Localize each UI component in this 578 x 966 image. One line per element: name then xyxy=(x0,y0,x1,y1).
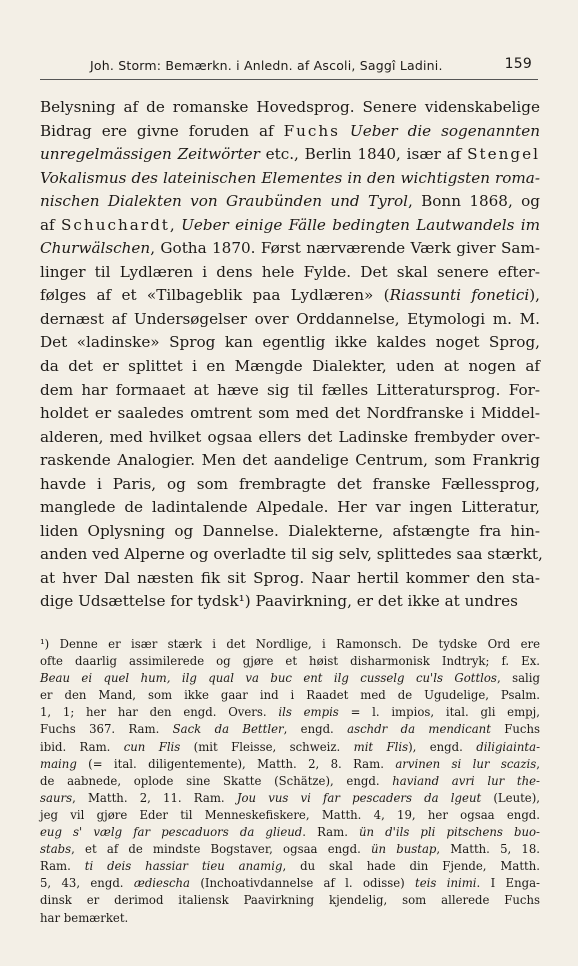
text-run: da det er splittet i en Mængde Dialekter, uden at nogen af xyxy=(40,357,540,376)
text-run: unregelmässigen Zeitwörter xyxy=(40,145,260,164)
text-run: stabs xyxy=(40,842,72,857)
main-text xyxy=(40,96,543,614)
text-line xyxy=(40,96,540,120)
text-run: dernæst af Undersøgelser over Orddannelse, Etymologi m. M. xyxy=(40,309,540,328)
text-run: ædiescha xyxy=(133,876,191,891)
text-line xyxy=(40,355,540,379)
footnote-line xyxy=(40,670,540,687)
text-run: Fuchs xyxy=(490,722,540,737)
text-line xyxy=(40,214,540,238)
text-run: ün bustap xyxy=(371,842,437,857)
text-run: alderen, med hvilket ogsaa ellers det Ladinske frembyder over- xyxy=(40,427,540,446)
footnote-line xyxy=(40,910,540,927)
text-run: dinsk er derimod italiensk Paavirkning kjendelig, som allerede Fuchs xyxy=(40,893,540,908)
text-run: teis inimi xyxy=(415,876,477,891)
text-run: anden ved Alperne og overladte til sig selv, splittedes saa stærkt, xyxy=(40,545,543,564)
text-line xyxy=(40,237,540,261)
footnote-line xyxy=(40,636,540,653)
text-run: linger til Lydlæren i dens hele Fylde. Det skal senere efter- xyxy=(40,262,540,281)
text-line xyxy=(40,167,540,191)
text-run: 1, 1; her har den engd. Overs. xyxy=(40,705,279,720)
text-run: Jou vus vi far pescaders da lgeut xyxy=(236,790,482,805)
text-run: de aabnede, oplode sine Skatte (Schätze), engd. xyxy=(40,773,393,788)
text-line xyxy=(40,120,540,144)
text-line xyxy=(40,143,540,167)
text-run: , xyxy=(536,756,540,771)
text-line xyxy=(40,426,540,450)
text-run: , engd. xyxy=(283,722,348,737)
text-run: , Matth. 2, 11. Ram. xyxy=(72,790,237,805)
text-run: har bemærket. xyxy=(40,910,129,925)
footnote-line xyxy=(40,807,540,824)
text-run: Det «ladinske» Sprog kan egentlig ikke kaldes noget Sprog, xyxy=(40,333,540,352)
text-run: ¹) Denne er især stærk i det Nordlige, i Ramonsch. De tydske Ord ere xyxy=(40,637,540,651)
footnote-line xyxy=(40,892,540,909)
text-run: aschdr da mendicant xyxy=(347,722,491,737)
footnote-line xyxy=(40,875,540,892)
text-line xyxy=(40,331,540,355)
text-line xyxy=(40,379,540,403)
page-number: 159 xyxy=(504,56,532,72)
text-run: Ueber die sogenannten xyxy=(349,121,541,140)
text-line xyxy=(40,567,540,591)
text-run: Riassunti fonetici xyxy=(389,286,530,305)
text-run xyxy=(340,122,350,140)
text-run: , xyxy=(169,215,182,234)
footnote-line xyxy=(40,653,540,670)
text-line xyxy=(40,402,540,426)
text-run: følges af et «Tilbageblik paa Lydlæren» ( xyxy=(40,286,390,305)
text-run: Vokalismus des lateinischen Elementes in den wichtigsten roma- xyxy=(40,168,540,187)
text-line xyxy=(40,308,540,332)
text-line xyxy=(40,590,540,614)
text-run: 5, 43, engd. xyxy=(40,876,134,891)
text-run: (Leute), xyxy=(481,790,540,805)
text-line xyxy=(40,190,540,214)
footnote-line xyxy=(40,687,540,704)
footnote-line xyxy=(40,721,540,738)
text-run: Stengel xyxy=(467,145,540,164)
footnote-line xyxy=(40,824,540,841)
text-run: holdet er saaledes omtrent som med det Nordfranske i Middel- xyxy=(40,404,540,423)
text-run: , salig xyxy=(496,671,541,686)
text-run: mit Flis xyxy=(353,739,409,754)
text-line xyxy=(40,284,540,308)
text-run: havde i Paris, og som frembragte det franske Fællessprog, xyxy=(40,474,540,493)
text-run: (Inchoativdannelse af l. odisse) xyxy=(190,876,416,891)
text-run: ün d'ils pli pitschens buo- xyxy=(359,825,540,840)
header-rule xyxy=(40,79,538,80)
text-run: er den Mand, som ikke gaar ind i Raadet med de Ugudelige, Psalm. xyxy=(40,688,540,703)
text-run: , du skal hade din Fjende, Matth. xyxy=(282,859,540,874)
text-run: , Gotha 1870. Først nærværende Værk giver Sam- xyxy=(150,239,540,258)
text-run: nischen Dialekten von Graubünden und Tyrol xyxy=(40,192,408,211)
text-run: ti deis hassiar tieu anamig xyxy=(84,859,283,874)
text-run: jeg vil gjøre Eder til Menneskefiskere, Matth. 4, 19, her ogsaa engd. xyxy=(40,807,540,822)
text-run: Fuchs 367. Ram. xyxy=(40,722,173,737)
text-run: diligiainta- xyxy=(476,739,541,754)
text-run: maing xyxy=(40,756,77,771)
text-run: = l. impios, ital. gli empj, xyxy=(338,705,540,720)
text-run: at hver Dal næsten fik sit Sprog. Naar hertil kommer den sta- xyxy=(40,568,540,587)
text-line xyxy=(40,496,540,520)
text-run: (= ital. diligentemente), Matth. 2, 8. Ram. xyxy=(76,756,396,771)
text-run: Beau ei quel hum, ilg qual va buc ent ilg cusselg cu'ls Gottlos xyxy=(40,671,497,686)
footnote-line xyxy=(40,773,540,790)
footnote-line xyxy=(40,739,540,756)
text-run: , Bonn 1868, og xyxy=(407,192,540,211)
text-run: Fuchs xyxy=(283,121,340,140)
text-run: Churwälschen xyxy=(40,239,151,258)
text-run: Ram. xyxy=(40,859,85,874)
text-run: ), xyxy=(529,286,540,305)
text-run: Schuchardt xyxy=(61,215,170,234)
running-header xyxy=(40,56,538,76)
text-run: ibid. Ram. xyxy=(40,739,124,754)
footnote-line xyxy=(40,858,540,875)
text-run: ils empis xyxy=(278,705,339,720)
text-run: haviand avri lur the- xyxy=(392,773,540,788)
text-line xyxy=(40,473,540,497)
text-run: raskende Analogier. Men det aandelige Centrum, som Frankrig xyxy=(40,451,540,470)
text-run: etc., Berlin 1840, især af xyxy=(259,145,468,164)
footnote-line xyxy=(40,756,540,773)
text-run: , et af de mindste Bogstaver, ogsaa engd. xyxy=(71,842,371,857)
text-run: (mit Fleisse, schweiz. xyxy=(180,739,354,754)
footnote-line xyxy=(40,790,540,807)
text-run: Belysning af de romanske Hovedsprog. Senere videnskabelige xyxy=(40,98,540,116)
text-run: dem har formaaet at hæve sig til fælles Litteratursprog. For- xyxy=(40,380,540,399)
text-run: liden Oplysning og Dannelse. Dialekterne, afstængte fra hin- xyxy=(40,521,540,540)
text-run: , Matth. 5, 18. xyxy=(436,842,540,857)
text-line xyxy=(40,543,543,567)
text-run: ), engd. xyxy=(408,739,477,754)
text-run: . I Enga- xyxy=(476,876,540,891)
text-run: ofte daarlig assimilerede og gjøre et høist disharmonisk Indtryk; f. Ex. xyxy=(40,654,540,669)
footnote-line xyxy=(40,841,540,858)
text-run: eug s' vælg far pescaduors da glieud xyxy=(40,825,303,840)
text-run: Bidrag ere givne foruden af xyxy=(40,121,284,140)
footnote-line xyxy=(40,704,540,721)
footnote xyxy=(40,636,540,927)
text-run: cun Flis xyxy=(123,739,181,754)
text-run: . Ram. xyxy=(302,825,360,840)
text-run: dige Udsættelse for tydsk¹) Paavirkning, er det ikke at undres xyxy=(40,592,518,611)
text-line xyxy=(40,520,540,544)
text-run: saurs xyxy=(40,790,73,805)
text-run: Ueber einige Fälle bedingten Lautwandels im xyxy=(181,215,541,234)
text-run: manglede de ladintalende Alpedale. Her var ingen Litteratur, xyxy=(40,498,540,517)
text-run: af xyxy=(40,215,61,234)
text-line xyxy=(40,261,540,285)
text-run: Sack da Bettler xyxy=(172,722,284,737)
text-run: arvinen si lur scazis xyxy=(395,756,537,771)
text-line xyxy=(40,449,540,473)
running-title: Joh. Storm: Bemærkn. i Anledn. af Ascoli, Saggî Ladini. xyxy=(90,58,443,73)
